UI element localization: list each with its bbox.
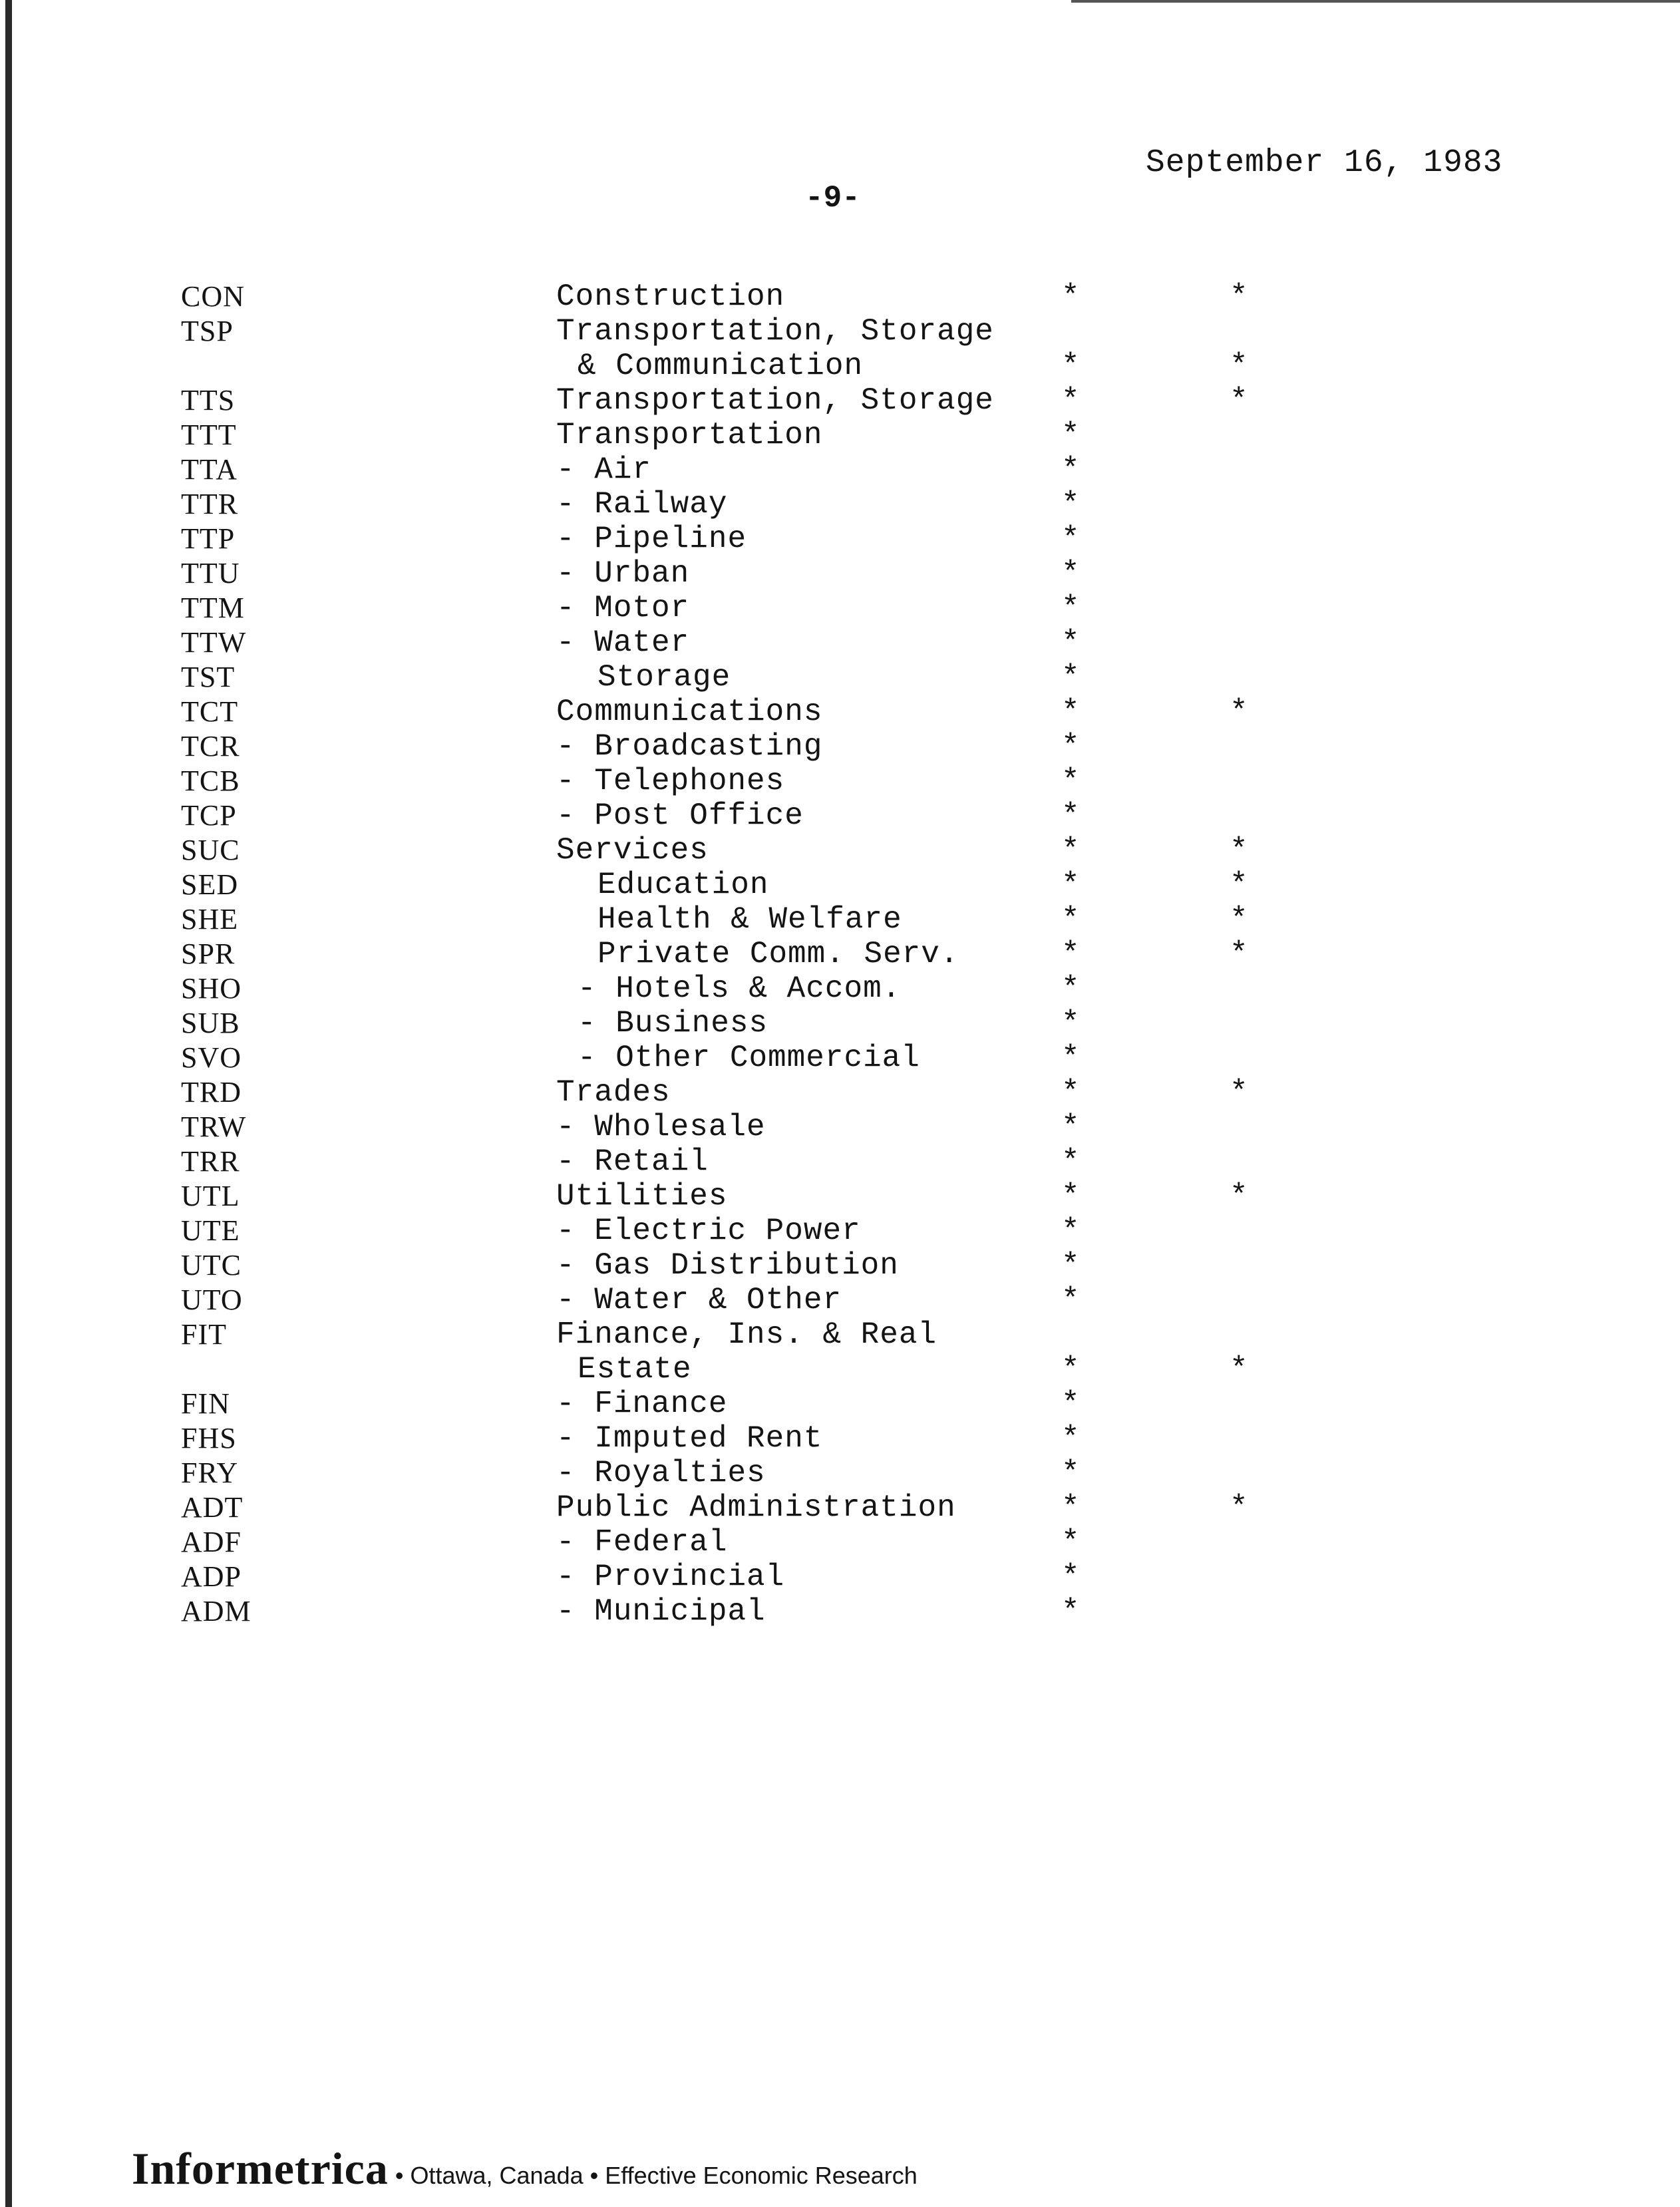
table-row <box>0 1248 1680 1283</box>
asterisk-mark-col1: * <box>1061 1456 1080 1490</box>
asterisk-mark-col1: * <box>1061 591 1080 625</box>
industry-code: TTM <box>181 592 245 624</box>
industry-description: Communications <box>556 695 823 729</box>
table-row <box>0 902 1680 937</box>
industry-code: TTU <box>181 557 240 590</box>
industry-code: TRW <box>181 1110 247 1143</box>
table-row <box>0 1525 1680 1560</box>
asterisk-mark-col1: * <box>1061 383 1080 418</box>
industry-code: FHS <box>181 1422 237 1454</box>
industry-description: - Post Office <box>556 798 804 833</box>
industry-code: TTA <box>181 453 238 486</box>
asterisk-mark-col1: * <box>1061 1594 1080 1629</box>
industry-code: ADP <box>181 1560 242 1593</box>
asterisk-mark-col1: * <box>1061 1387 1080 1421</box>
industry-description: Transportation, Storage <box>556 383 994 418</box>
industry-code: SHO <box>181 972 242 1005</box>
table-row <box>0 1421 1680 1456</box>
industry-description: - Other Commercial <box>578 1041 920 1075</box>
industry-description: - Federal <box>556 1525 728 1560</box>
asterisk-mark-col1: * <box>1061 487 1080 522</box>
table-row <box>0 764 1680 798</box>
industry-description: Construction <box>556 279 785 314</box>
table-row <box>0 625 1680 660</box>
asterisk-mark-col1: * <box>1061 522 1080 556</box>
industry-description: - Municipal <box>556 1594 766 1629</box>
table-row <box>0 487 1680 522</box>
industry-code: TTR <box>181 488 239 520</box>
industry-code: SPR <box>181 937 236 970</box>
industry-code: TSP <box>181 315 234 347</box>
industry-description: - Hotels & Accom. <box>578 971 902 1006</box>
asterisk-mark-col1: * <box>1061 1352 1080 1387</box>
industry-code: TTP <box>181 522 236 555</box>
asterisk-mark-col1: * <box>1061 1041 1080 1075</box>
asterisk-mark-col2: * <box>1230 1075 1248 1110</box>
asterisk-mark-col1: * <box>1061 1525 1080 1560</box>
industry-description: Education <box>597 868 769 902</box>
table-row <box>0 522 1680 556</box>
industry-description: - Pipeline <box>556 522 747 556</box>
asterisk-mark-col2: * <box>1230 279 1248 314</box>
industry-description: - Retail <box>556 1144 709 1179</box>
asterisk-mark-col1: * <box>1061 1214 1080 1248</box>
asterisk-mark-col1: * <box>1061 556 1080 591</box>
table-row <box>0 418 1680 452</box>
table-row <box>0 1490 1680 1525</box>
table-row <box>0 1560 1680 1594</box>
asterisk-mark-col1: * <box>1061 625 1080 660</box>
industry-description: - Gas Distribution <box>556 1248 899 1283</box>
asterisk-mark-col1: * <box>1061 1110 1080 1144</box>
asterisk-mark-col2: * <box>1230 695 1248 729</box>
table-row <box>0 383 1680 418</box>
industry-description: - Business <box>578 1006 768 1041</box>
asterisk-mark-col2: * <box>1230 937 1248 971</box>
table-row <box>0 314 1680 349</box>
industry-code: ADF <box>181 1526 242 1558</box>
industry-description: Public Administration <box>556 1490 956 1525</box>
industry-code: TCR <box>181 730 240 763</box>
page-number: -9- <box>805 181 860 216</box>
industry-description: Private Comm. Serv. <box>597 937 959 971</box>
table-row <box>0 660 1680 695</box>
asterisk-mark-col1: * <box>1061 1179 1080 1214</box>
asterisk-mark-col2: * <box>1230 1179 1248 1214</box>
table-row <box>0 868 1680 902</box>
industry-code: SHE <box>181 903 239 935</box>
asterisk-mark-col1: * <box>1061 1006 1080 1041</box>
industry-code: SVO <box>181 1041 242 1074</box>
table-row <box>0 1214 1680 1248</box>
industry-code: TRD <box>181 1076 242 1108</box>
table-row <box>0 1006 1680 1041</box>
industry-code: TTS <box>181 384 236 417</box>
industry-description: & Communication <box>578 349 864 383</box>
industry-code: TCB <box>181 764 240 797</box>
industry-description: - Imputed Rent <box>556 1421 823 1456</box>
industry-description: - Railway <box>556 487 728 522</box>
industry-code: SED <box>181 868 239 901</box>
industry-description: Utilities <box>556 1179 728 1214</box>
industry-description: - Water <box>556 625 690 660</box>
footer-brand: Informetrica <box>132 2143 389 2194</box>
industry-description: - Electric Power <box>556 1214 861 1248</box>
table-row <box>0 971 1680 1006</box>
asterisk-mark-col2: * <box>1230 1490 1248 1525</box>
top-edge-rule <box>1071 0 1680 3</box>
asterisk-mark-col1: * <box>1061 452 1080 487</box>
table-row <box>0 1110 1680 1144</box>
industry-description: - Finance <box>556 1387 728 1421</box>
industry-description: Finance, Ins. & Real <box>556 1317 937 1352</box>
industry-description: Transportation <box>556 418 823 452</box>
table-row <box>0 1041 1680 1075</box>
asterisk-mark-col1: * <box>1061 764 1080 798</box>
industry-description: - Water & Other <box>556 1283 842 1317</box>
industry-description: Storage <box>597 660 731 695</box>
industry-code: TST <box>181 661 236 693</box>
table-row <box>0 1456 1680 1490</box>
industry-description: Trades <box>556 1075 671 1110</box>
industry-description: - Provincial <box>556 1560 785 1594</box>
industry-description: Transportation, Storage <box>556 314 994 349</box>
industry-description: Services <box>556 833 709 868</box>
table-row <box>0 1179 1680 1214</box>
industry-code-list <box>0 279 1680 1629</box>
table-row <box>0 937 1680 971</box>
industry-code: FIT <box>181 1318 227 1351</box>
industry-description: - Telephones <box>556 764 785 798</box>
asterisk-mark-col1: * <box>1061 1560 1080 1594</box>
footer <box>132 2142 918 2195</box>
asterisk-mark-col2: * <box>1230 383 1248 418</box>
industry-description: - Broadcasting <box>556 729 823 764</box>
table-row <box>0 833 1680 868</box>
table-row <box>0 1387 1680 1421</box>
industry-description: - Wholesale <box>556 1110 766 1144</box>
table-row <box>0 729 1680 764</box>
table-row <box>0 349 1680 383</box>
asterisk-mark-col1: * <box>1061 798 1080 833</box>
industry-code: CON <box>181 280 245 313</box>
table-row <box>0 1144 1680 1179</box>
table-row <box>0 798 1680 833</box>
industry-code: TRR <box>181 1145 240 1178</box>
asterisk-mark-col1: * <box>1061 1248 1080 1283</box>
industry-description: Health & Welfare <box>597 902 902 937</box>
industry-description: - Urban <box>556 556 690 591</box>
table-row <box>0 1594 1680 1629</box>
asterisk-mark-col1: * <box>1061 1283 1080 1317</box>
industry-description: Estate <box>578 1352 692 1387</box>
asterisk-mark-col2: * <box>1230 349 1248 383</box>
industry-code: UTL <box>181 1180 240 1212</box>
asterisk-mark-col1: * <box>1061 1490 1080 1525</box>
asterisk-mark-col1: * <box>1061 729 1080 764</box>
industry-description: - Air <box>556 452 652 487</box>
industry-code: TCP <box>181 799 237 832</box>
asterisk-mark-col1: * <box>1061 971 1080 1006</box>
industry-code: FRY <box>181 1456 239 1489</box>
asterisk-mark-col1: * <box>1061 1421 1080 1456</box>
industry-code: UTE <box>181 1214 240 1247</box>
asterisk-mark-col1: * <box>1061 349 1080 383</box>
industry-code: FIN <box>181 1387 230 1420</box>
table-row <box>0 591 1680 625</box>
table-row <box>0 1352 1680 1387</box>
table-row <box>0 1283 1680 1317</box>
asterisk-mark-col1: * <box>1061 279 1080 314</box>
asterisk-mark-col1: * <box>1061 1075 1080 1110</box>
asterisk-mark-col1: * <box>1061 418 1080 452</box>
asterisk-mark-col1: * <box>1061 868 1080 902</box>
asterisk-mark-col1: * <box>1061 833 1080 868</box>
industry-code: TTT <box>181 419 237 451</box>
table-row <box>0 279 1680 314</box>
industry-code: SUB <box>181 1007 240 1039</box>
asterisk-mark-col2: * <box>1230 868 1248 902</box>
industry-description: - Royalties <box>556 1456 766 1490</box>
table-row <box>0 452 1680 487</box>
footer-tagline: • Ottawa, Canada • Effective Economic Research <box>388 2162 918 2189</box>
table-row <box>0 695 1680 729</box>
industry-code: TCT <box>181 695 239 728</box>
industry-code: UTC <box>181 1249 242 1281</box>
table-row <box>0 1075 1680 1110</box>
industry-code: ADM <box>181 1595 252 1627</box>
asterisk-mark-col2: * <box>1230 902 1248 937</box>
table-row <box>0 1317 1680 1352</box>
asterisk-mark-col1: * <box>1061 695 1080 729</box>
asterisk-mark-col1: * <box>1061 937 1080 971</box>
asterisk-mark-col1: * <box>1061 660 1080 695</box>
asterisk-mark-col2: * <box>1230 1352 1248 1387</box>
document-date: September 16, 1983 <box>1146 145 1503 181</box>
industry-code: ADT <box>181 1491 244 1524</box>
asterisk-mark-col1: * <box>1061 902 1080 937</box>
industry-description: - Motor <box>556 591 690 625</box>
asterisk-mark-col2: * <box>1230 833 1248 868</box>
industry-code: SUC <box>181 834 240 866</box>
industry-code: UTO <box>181 1283 243 1316</box>
table-row <box>0 556 1680 591</box>
asterisk-mark-col1: * <box>1061 1144 1080 1179</box>
industry-code: TTW <box>181 626 247 659</box>
